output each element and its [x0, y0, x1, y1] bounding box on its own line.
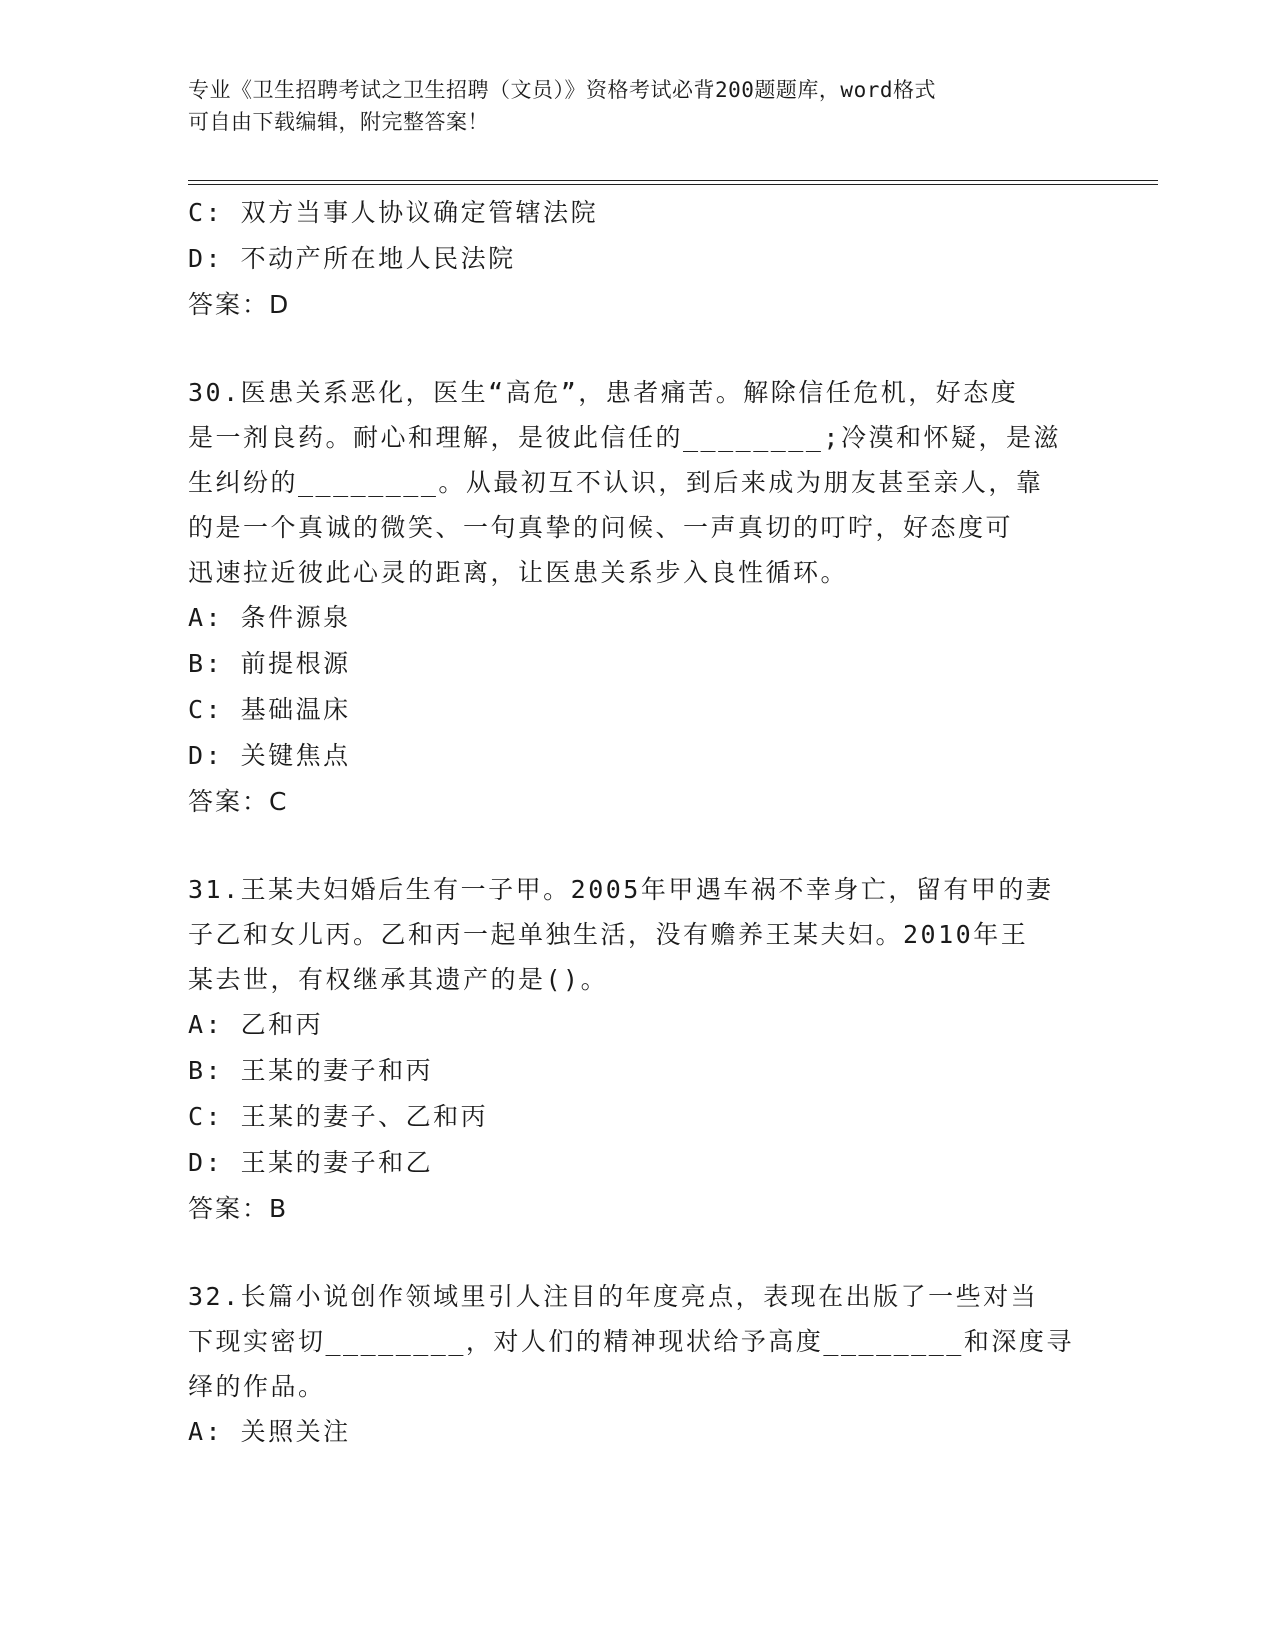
q32-stem-line: 32.长篇小说创作领域里引人注目的年度亮点，表现在出版了一些对当: [188, 1282, 1039, 1311]
q29-option-c: C: 双方当事人协议确定管辖法院: [188, 198, 599, 227]
header-line-1: 专业《卫生招聘考试之卫生招聘（文员）》资格考试必背200题题库，word格式: [188, 78, 936, 102]
q30-stem-line: 是一剂良药。耐心和理解，是彼此信任的________;冷漠和怀疑，是滋: [188, 423, 1061, 452]
q32-stem-line: 下现实密切________，对人们的精神现状给予高度________和深度寻: [188, 1327, 1074, 1356]
q30-answer: 答案：C: [188, 787, 289, 816]
q31-option-c: C: 王某的妻子、乙和丙: [188, 1102, 489, 1131]
question-content: [188, 190, 1088, 1455]
q31-option-b: B: 王某的妻子和丙: [188, 1056, 434, 1085]
q30-stem-line: 30.医患关系恶化，医生“高危”，患者痛苦。解除信任危机，好态度: [188, 378, 1019, 407]
q32-stem-line: 绎的作品。: [188, 1372, 326, 1401]
q31-option-a: A: 乙和丙: [188, 1010, 324, 1039]
spacer: [188, 825, 1088, 867]
q31-stem-line: 某去世，有权继承其遗产的是()。: [188, 965, 609, 994]
spacer: [188, 1232, 1088, 1274]
q30-option-d: D: 关键焦点: [188, 741, 351, 770]
q30-stem: [188, 370, 1088, 595]
q29-option-d: D: 不动产所在地人民法院: [188, 244, 516, 273]
spacer: [188, 328, 1088, 370]
q30-option-c: C: 基础温床: [188, 695, 351, 724]
q32-stem: [188, 1274, 1088, 1409]
header-rule-top: [188, 180, 1158, 181]
q30-stem-line: 迅速拉近彼此心灵的距离，让医患关系步入良性循环。: [188, 558, 849, 587]
q31-stem-line: 31.王某夫妇婚后生有一子甲。2005年甲遇车祸不幸身亡，留有甲的妻: [188, 875, 1054, 904]
header-line-2: 可自由下载编辑，附完整答案！: [188, 110, 489, 134]
header-rule-bottom: [188, 184, 1158, 185]
q31-option-d: D: 王某的妻子和乙: [188, 1148, 434, 1177]
q30-option-b: B: 前提根源: [188, 649, 351, 678]
q30-option-a: A: 条件源泉: [188, 603, 351, 632]
q32-option-a: A: 关照关注: [188, 1417, 351, 1446]
q31-stem: [188, 867, 1088, 1002]
q31-stem-line: 子乙和女儿丙。乙和丙一起单独生活，没有赡养王某夫妇。2010年王: [188, 920, 1029, 949]
q29-answer: 答案：D: [188, 290, 291, 319]
q30-stem-line: 的是一个真诚的微笑、一句真挚的问候、一声真切的叮咛，好态度可: [188, 513, 1014, 542]
document-header: [188, 74, 1068, 138]
q31-answer: 答案：B: [188, 1194, 289, 1223]
q30-stem-line: 生纠纷的________。从最初互不认识，到后来成为朋友甚至亲人，靠: [188, 468, 1044, 497]
